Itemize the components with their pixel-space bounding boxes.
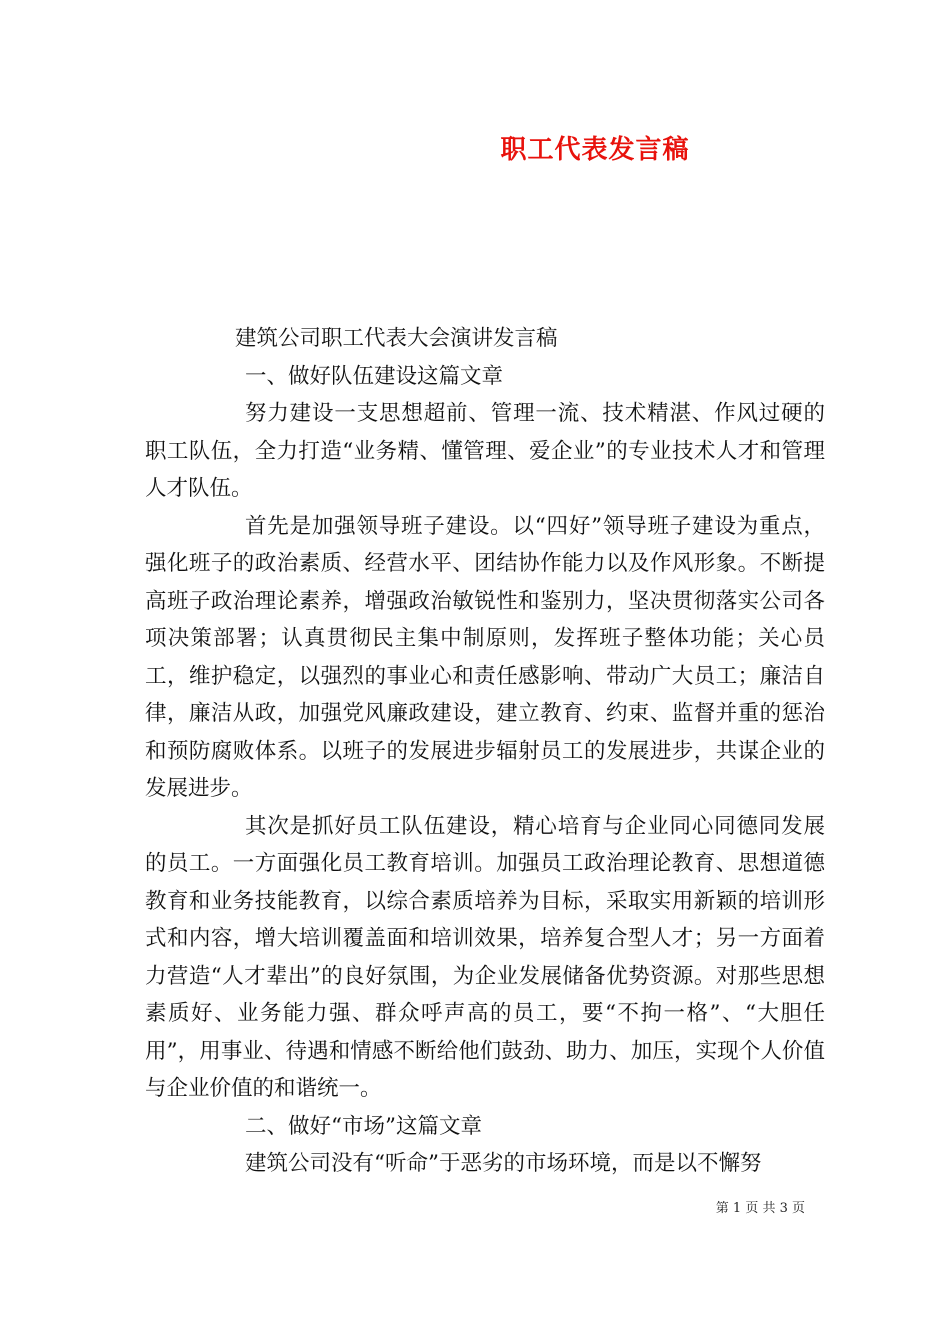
paragraph-4: 建筑公司没有“听命”于恶劣的市场环境，而是以不懈努 (245, 1151, 762, 1176)
document-subtitle: 建筑公司职工代表大会演讲发言稿 (235, 326, 558, 351)
page-number-footer: 第 1 页 共 3 页 (715, 1201, 805, 1216)
paragraph-3: 其次是抓好员工队伍建设，精心培育与企业同心同德同发展的员工。一方面强化员工教育培训。加强员工政治理论教育、思想道德教育和业务技能教育，以综合素质培养为目标，采取实用新颖的培训形式和内容，增大培训覆盖面和培训效果，培养复合型人才；另一方面着力营造“人才辈出”的良好氛围，为企业发展储备优势资源。对那些思想素质好、业务能力强、群众呼声高的员工，要“不拘一格”、“大胆任用”，用事业、待遇和情感不断给他们鼓劲、助力、加压，实现个人价值与企业价值的和谐统一。 (145, 813, 825, 1101)
document-body (145, 320, 825, 1183)
document-title: 职工代表发言稿 (500, 135, 690, 165)
paragraph-1: 努力建设一支思想超前、管理一流、技术精湛、作风过硬的职工队伍，全力打造“业务精、懂管理、爱企业”的专业技术人才和管理人才队伍。 (145, 401, 825, 501)
section-heading-2: 二、做好“市场”这篇文章 (245, 1113, 482, 1139)
paragraph-2: 首先是加强领导班子建设。以“四好”领导班子建设为重点，强化班子的政治素质、经营水平、团结协作能力以及作风形象。不断提高班子政治理论素养，增强政治敏锐性和鉴别力，坚决贯彻落实公司各项决策部署；认真贯彻民主集中制原则，发挥班子整体功能；关心员工，维护稳定，以强烈的事业心和责任感影响、带动广大员工；廉洁自律，廉洁从政，加强党风廉政建设，建立教育、约束、监督并重的惩治和预防腐败体系。以班子的发展进步辐射员工的发展进步，共谋企业的发展进步。 (145, 513, 825, 801)
section-heading-1: 一、做好队伍建设这篇文章 (245, 363, 504, 389)
